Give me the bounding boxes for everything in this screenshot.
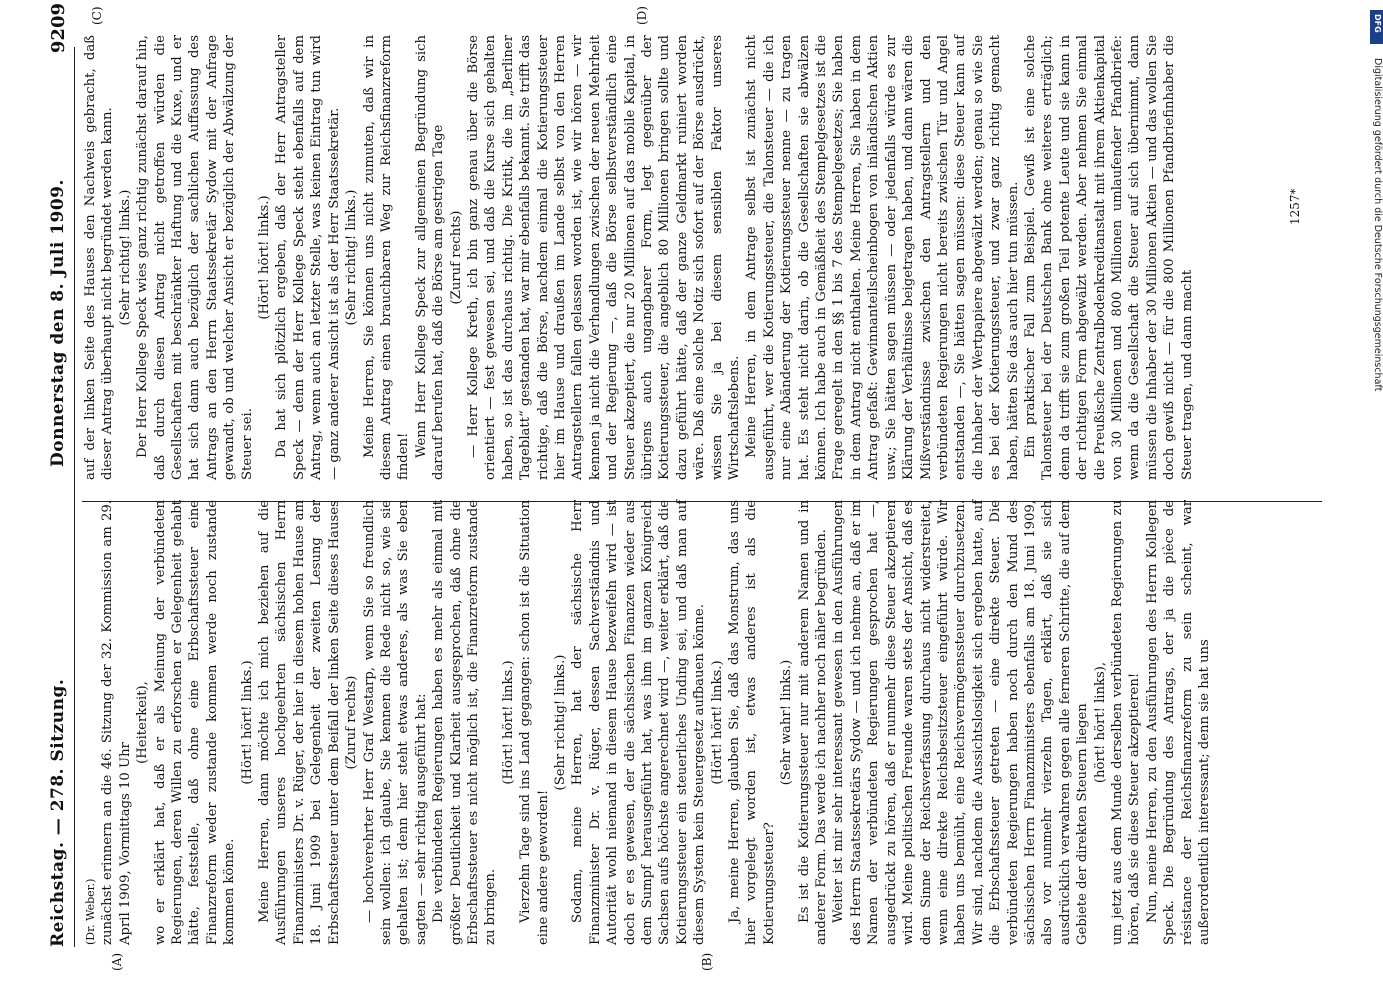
rotated-page-content	[30, 0, 1350, 985]
margin-mark-c: (C)	[90, 6, 104, 25]
interjection: (hört! hört! links),	[1092, 661, 1108, 784]
interjection: (Hört! hört! links.)	[257, 195, 273, 320]
interjection: (Heiterkeit),	[135, 681, 151, 764]
paragraph: auf der linken Seite des Hauses den Nachweis gebracht, daß dieser Antrag überhaupt nicht begründet werden kann.	[83, 35, 116, 480]
paragraph: — hochverehrter Herr Graf Westarp, wenn Sie so freundlich sein wollen: ich glaube, Sie kennen die Rede nicht so, wie sie gehalten ist; denn hier steht etwas anderes, als was Sie eben sagten — sehr richtig ausgeführt hat:	[361, 500, 429, 945]
paragraph: Wenn Herr Kollege Speck zur allgemeinen Begründung sich darauf berufen hat, daß die Börse am gestrigen Tage	[413, 35, 447, 480]
paragraph: Der Herr Kollege Speck wies ganz richtig zunächst darauf hin, daß durch diesen Antrag nicht getroffen würden die Gesellschaften mit beschränkter Haftung und die Kuxe, und er hat sich dann auch bezüglich der sachlichen Auffassung des Antrags an den Herrn Staatssekretär Sydow mit der Anfrage gewandt, ob und welcher Ansicht er bezüglich der Abwälzung der Steuer sei.	[135, 35, 255, 480]
speaker-label: (Dr. Weber.)	[84, 878, 97, 945]
sheet-signature: 1257*	[1288, 188, 1302, 225]
dfg-logo: DFG	[1370, 10, 1383, 44]
interjection: (Sehr wahr! links.)	[779, 659, 795, 786]
interjection: (Hört! hört! links.)	[709, 660, 725, 785]
header-left: Reichstag. — 278. Sitzung.	[48, 678, 68, 947]
paragraph: Meine Herren, in dem Antrage selbst ist zunächst nicht ausgeführt, wer die Kotierungssteuer, die Talonsteuer — die ich nur eine Abänderung der Kotierungssteuer nenne — zu tragen hat. Es steht nicht darin, ob die Gesellschaften sie abwälzen können. Ich habe auch in Gemäßheit des Stempelgesetzes ist die Frage geregelt in den §§ 1 bis 7 des Stempelgesetzes; Sie haben in dem Antrag nicht enthalten. Meine Herren, Sie haben in dem Antrag gefaßt: Gewinnanteilscheinbogen von inländischen Aktien usw.; Sie hätten sagen müssen — oder jedenfalls würde es zur Klärung der Verhältnisse beigetragen haben, und dann wären die Mißverständnisse zwischen den Antragstellern und den verbündeten Regierungen nicht bereits zwischen Tür und Angel entstanden —, Sie hätten sagen müssen: diese Steuer kann auf die Inhaber der Wertpapiere abgewälzt werden; genau so wie Sie es bei der Kotierungssteuer, und zwar ganz richtig gemacht haben, hätten Sie das auch hier tun müssen.	[744, 35, 1021, 480]
paragraph: Weiter ist mir sehr interessant gewesen in den Ausführungen des Herrn Staatssekretärs Sydow — und ich nehme an, daß er im Namen der verbündeten Regierungen gesprochen hat —, ausgedrückt zu hören, daß er nunmehr diese Steuer akzeptieren wird. Meine politischen Freunde waren stets der Ansicht, daß es dem Sinne der Reichsverfassung durchaus nicht widerstreitet, wenn eine direkte Reichsbesitzsteuer eingeführt würde. Wir haben uns bemüht, eine Reichsvermögenssteuer durchzusetzen. Wir sind, nachdem die Aussichtslosigkeit sich ergeben hatte, auf die Erbschaftssteuer getreten — eine direkte Steuer. Die verbündeten Regierungen haben noch durch den Mund des sächsischen Herrn Finanzministers ebenfalls am 18. Juni 1909, also vor nunmehr vierzehn Tagen, erklärt, daß sie sich ausdrücklich verwahren gegen alle ferneren Schritte, die auf dem Gebiete der direkten Steuern liegen	[831, 500, 1091, 945]
paragraph: zunächst erinnern an die 46. Sitzung der 32. Kommission am 29. April 1909, Vormittags 10 Uhr	[100, 500, 133, 945]
interjection: (Zuruf rechts)	[448, 210, 464, 305]
quotation: Die verbündeten Regierungen haben es mehr als einmal mit größter Deutlichkeit und Klarheit ausgesprochen, daß ohne die Erbschaftssteuer es nicht möglich ist, die Finanzreform zustande zu bringen.	[431, 500, 499, 945]
interjection: (Zuruf rechts)	[344, 675, 360, 770]
interjection: (Sehr richtig! links.)	[552, 654, 568, 791]
interjection: (Sehr richtig! links.)	[344, 189, 360, 326]
column-right	[82, 35, 1196, 480]
paragraph: Ja, meine Herren, glauben Sie, daß das Monstrum, das uns hier vorgelegt worden ist, etwas anderes ist als die Kotierungssteuer?	[727, 500, 777, 945]
paragraph: — Herr Kollege Kreth, ich bin ganz genau über die Börse orientiert — fest gewesen sei, und daß die Kurse sich gehalten haben, so ist das durchaus richtig. Die Kritik, die im „Berliner Tageblatt“ gestanden hat, war mir ebenfalls bekannt. Sie trifft das richtige, daß die Börse, nachdem einmal die Kotierungssteuer hier im Hause und draußen im Lande selbst von den Herren Antragstellern fallen gelassen worden ist, wie wir hören — wir kennen ja nicht die Verhandlungen zwischen der neuen Mehrheit und der Regierung —, daß die Börse selbstverständlich eine Steuer akzeptiert, die nur 20 Millionen auf das mobile Kapital, in übrigens auch ungangbarer Form, legt gegenüber der Kotierungssteuer, die angeblich 80 Millionen bringen sollte und dazu geführt hätte, daß der ganze Geldmarkt ruiniert worden wäre. Daß eine solche Notiz sich sofort auf der Börse ausdrückt, wissen Sie ja bei diesem sensiblen Faktor unseres Wirtschaftslebens.	[465, 35, 743, 480]
paragraph: Meine Herren, Sie können uns nicht zumuten, daß wir in diesem Antrag einen brauchbaren Weg zur Reichsfinanzreform finden!	[361, 35, 412, 480]
paragraph: Da hat sich plötzlich ergeben, daß der Herr Antragsteller Speck — denn der Herr Kollege Speck steht ebenfalls auf dem Antrag, wenn auch an letzter Stelle, was keinen Eintrag tun wird — ganz anderer Ansicht ist als der Herr Staatssekretär.	[274, 35, 342, 480]
paragraph: Vierzehn Tage sind ins Land gegangen: schon ist die Situation eine andere geworden!	[518, 500, 551, 945]
header-rule	[74, 47, 75, 947]
header-right: Donnerstag den 8. Juli 1909.	[48, 179, 68, 467]
margin-mark-d: (D)	[635, 6, 649, 25]
page-number: 9209	[48, 3, 69, 54]
running-header	[30, 0, 74, 985]
paragraph: um jetzt aus dem Munde derselben verbündeten Regierungen zu hören, daß sie diese Steuer akzeptieren!	[1109, 500, 1143, 945]
interjection: (Hört! hört! links.)	[500, 660, 516, 785]
paragraph: Meine Herren, dann möchte ich mich beziehen auf die Ausführungen unseres hochgeehrten sächsischen Herrn Finanzministers Dr. v. Rüger, der hier in diesem hohen Hause am 18. Juni 1909 bei Gelegenheit der zweiten Lesung der Erbschaftssteuer unter dem Beifall der linken Seite dieses Hauses	[257, 500, 342, 945]
digitization-credit: Digitalisierung gefördert durch die Deutsche Forschungsgemeinschaft	[1372, 58, 1383, 392]
margin-mark-a: (A)	[110, 952, 124, 971]
column-left	[82, 500, 1213, 945]
paragraph: Sodann, meine Herren, hat der sächsische Herr Finanzminister Dr. v. Rüger, dessen Sachverständnis und Autorität wohl niemand in diesem Hause bezweifeln wird — ist doch er es gewesen, der die sächsischen Finanzen wieder aus dem Sumpf herausgeführt hat, was ihm im ganzen Königreich Sachsen aufs höchste angerechnet wird —, weiter erklärt, daß die Kotierungssteuer ein steuerliches Unding sei, und daß man auf diesem System kein Steuergesetz aufbauen könne.	[570, 500, 708, 945]
paragraph: Nun, meine Herren, zu den Ausführungen des Herrn Kollegen Speck. Die Begründung des Antrags, der ja die pièce de résistance der Reichsfinanzreform zu sein scheint, war außerordentlich interessant; denn sie hat uns	[1144, 500, 1212, 945]
paragraph: Ein praktischer Fall zum Beispiel. Gewiß ist eine solche Talonsteuer bei der Deutschen Bank ohne weiteres erträglich; denn da trifft sie zum großen Teil potente Leute und sie kann in der richtigen Form abgewälzt werden. Aber nehmen Sie einmal die Preußische Zentralbodenkreditanstalt mit ihrem Aktienkapital von 30 Millionen und 800 Millionen umlaufender Pfandbriefe: wenn da die Gesellschaft die Steuer auf sich übernimmt, dann müssen die Inhaber der 30 Millionen Aktien — und das wollen Sie doch gewiß nicht — für die 800 Millionen Pfandbriefinhaber die Steuer tragen, und dann macht	[1022, 35, 1195, 480]
interjection: (Sehr richtig! links.)	[117, 189, 133, 326]
paragraph: wo er erklärt hat, daß er als Meinung der verbündeten Regierungen, deren Willen zu erforschen er Gelegenheit gehabt hätte, feststelle, daß ohne eine Erbschaftssteuer eine Finanzreform weder zustande kommen werde noch zustande kommen könne.	[152, 500, 238, 945]
margin-mark-b: (B)	[700, 952, 714, 971]
paragraph: Es ist die Kotierungssteuer nur mit anderem Namen und in anderer Form. Das werde ich nachher noch näher begründen.	[796, 500, 830, 945]
interjection: (Hört! hört! links.)	[239, 660, 255, 785]
